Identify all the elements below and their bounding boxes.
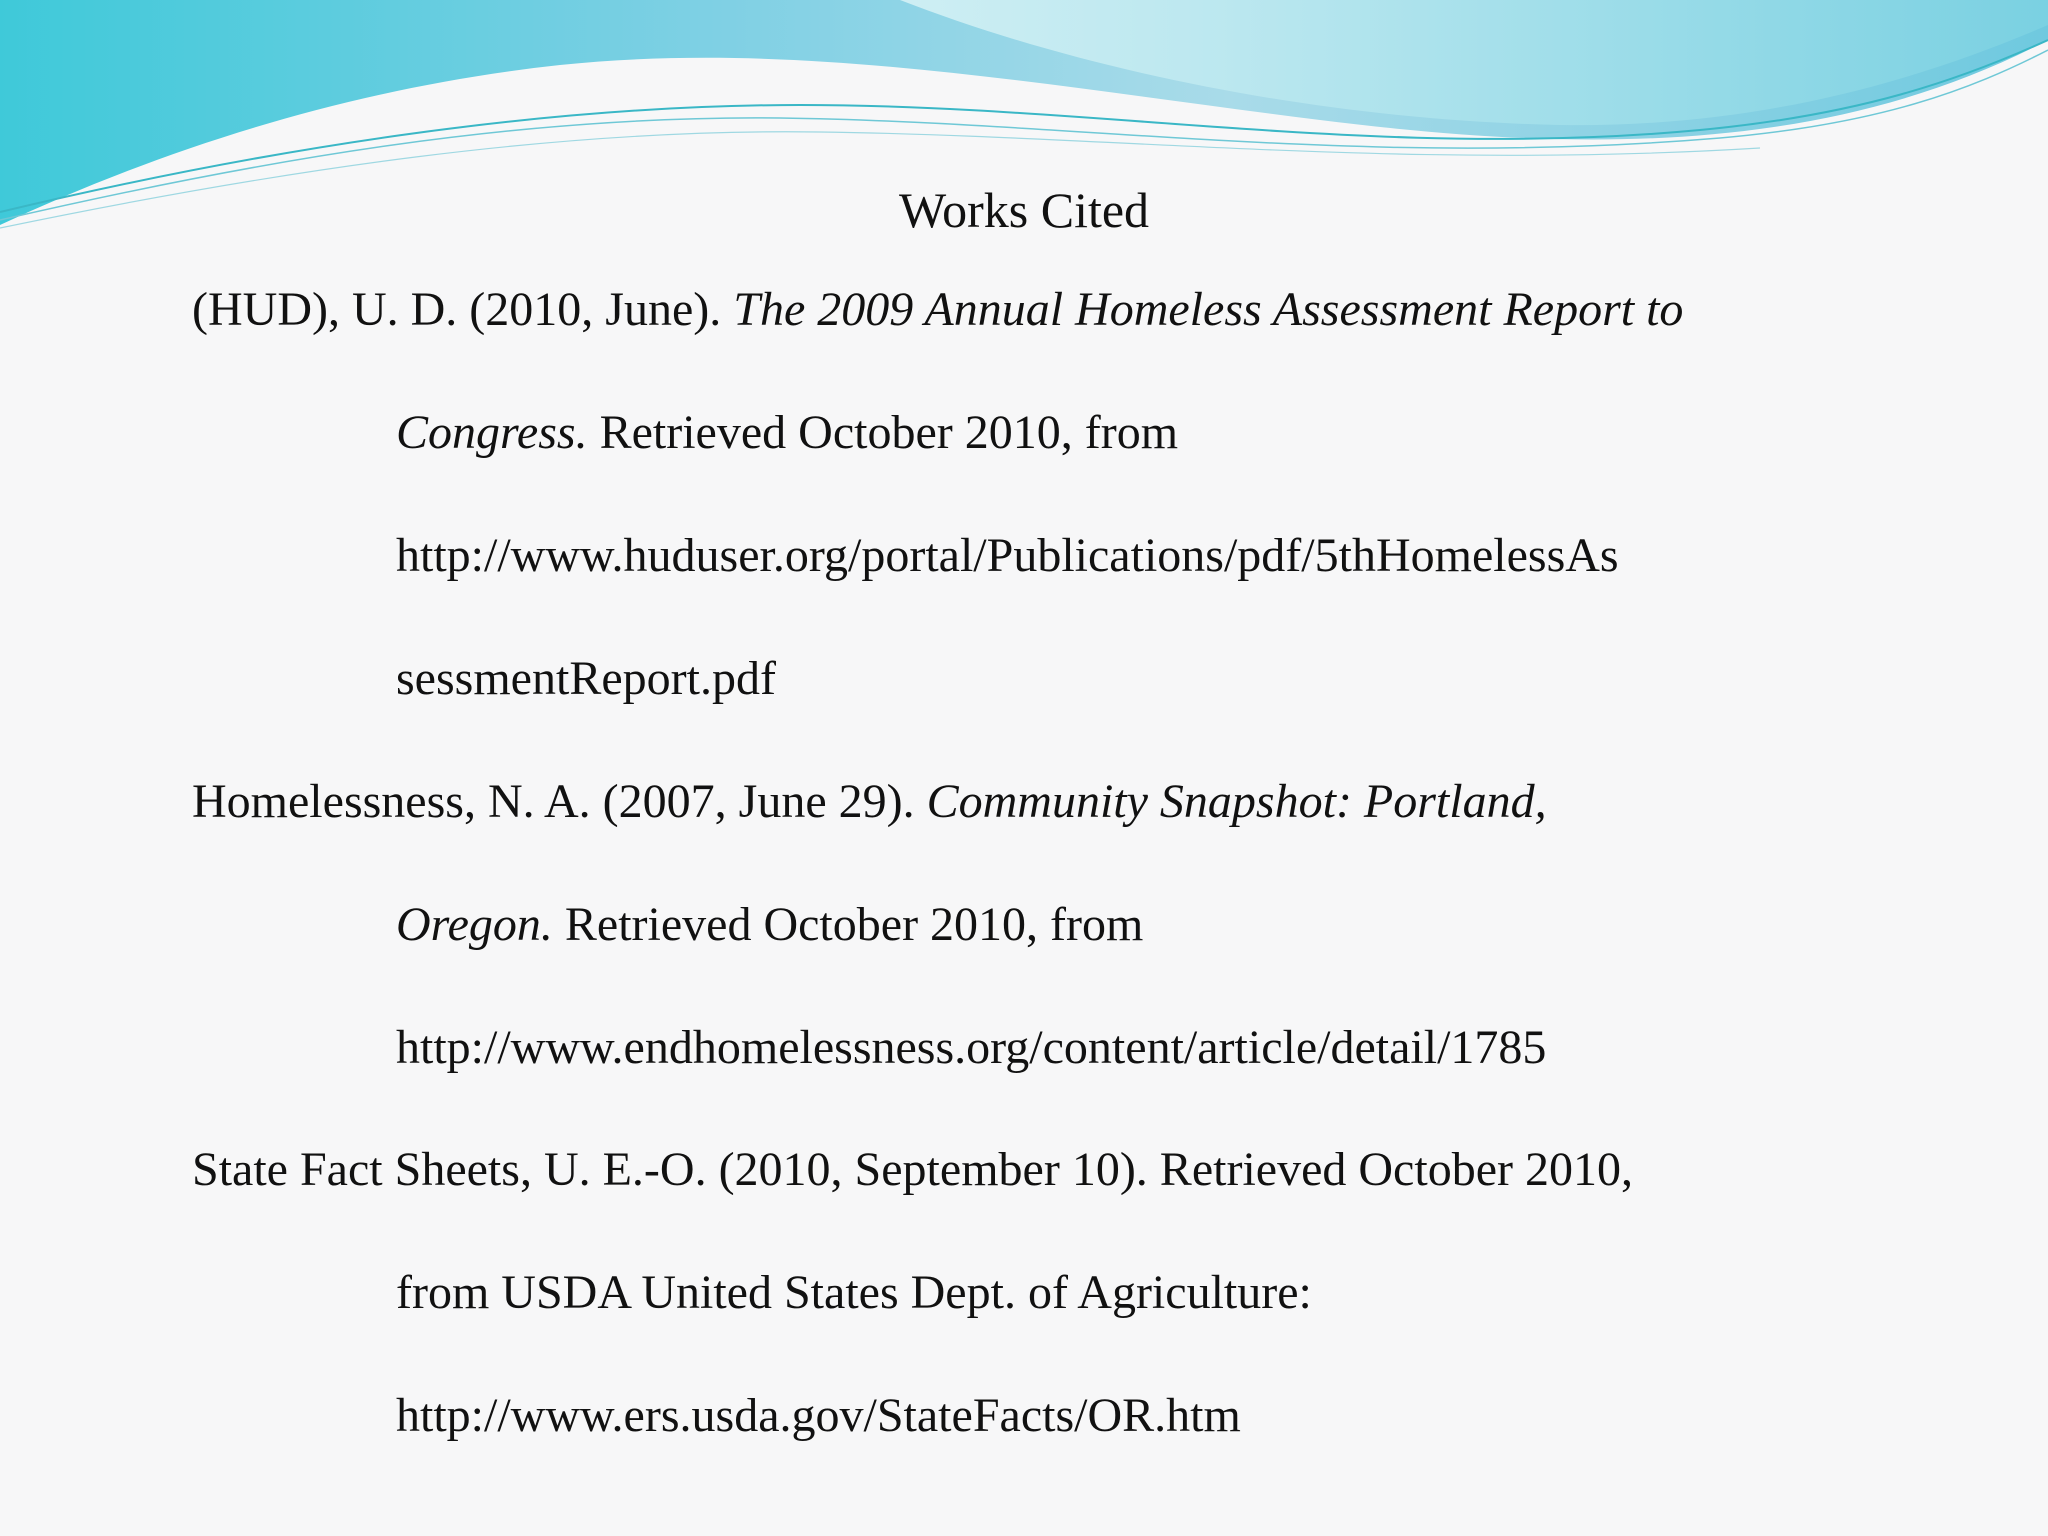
citation-author-date: Homelessness, N. A. (2007, June 29). bbox=[192, 775, 927, 828]
citation-line bbox=[396, 895, 1143, 955]
citation-retrieved: Retrieved October 2010, from bbox=[552, 898, 1144, 951]
citation-title: The 2009 Annual Homeless Assessment Report to bbox=[733, 283, 1684, 336]
citation-title: Community Snapshot: Portland, bbox=[926, 775, 1547, 828]
citation-line bbox=[192, 772, 1547, 832]
citation-retrieved: Retrieved October 2010, from bbox=[587, 406, 1179, 459]
citation-url-continued: sessmentReport.pdf bbox=[396, 652, 776, 705]
citation-title-continued: Congress. bbox=[396, 406, 588, 459]
citation-url: http://www.endhomelessness.org/content/article/detail/1785 bbox=[396, 1021, 1547, 1074]
citation-author-date: (HUD), U. D. (2010, June). bbox=[192, 283, 734, 336]
citation-line bbox=[192, 280, 1683, 340]
citation-url: http://www.huduser.org/portal/Publications/pdf/5thHomelessAs bbox=[396, 529, 1619, 582]
citation-url: http://www.ers.usda.gov/StateFacts/OR.htm bbox=[396, 1389, 1241, 1442]
citation-source: from USDA United States Dept. of Agriculture: bbox=[396, 1266, 1312, 1319]
citation-line bbox=[396, 403, 1178, 463]
citation-author-date: State Fact Sheets, U. E.-O. (2010, September 10). Retrieved October 2010, bbox=[192, 1143, 1633, 1196]
citation-title-continued: Oregon. bbox=[396, 898, 553, 951]
page-title: Works Cited bbox=[898, 182, 1150, 238]
